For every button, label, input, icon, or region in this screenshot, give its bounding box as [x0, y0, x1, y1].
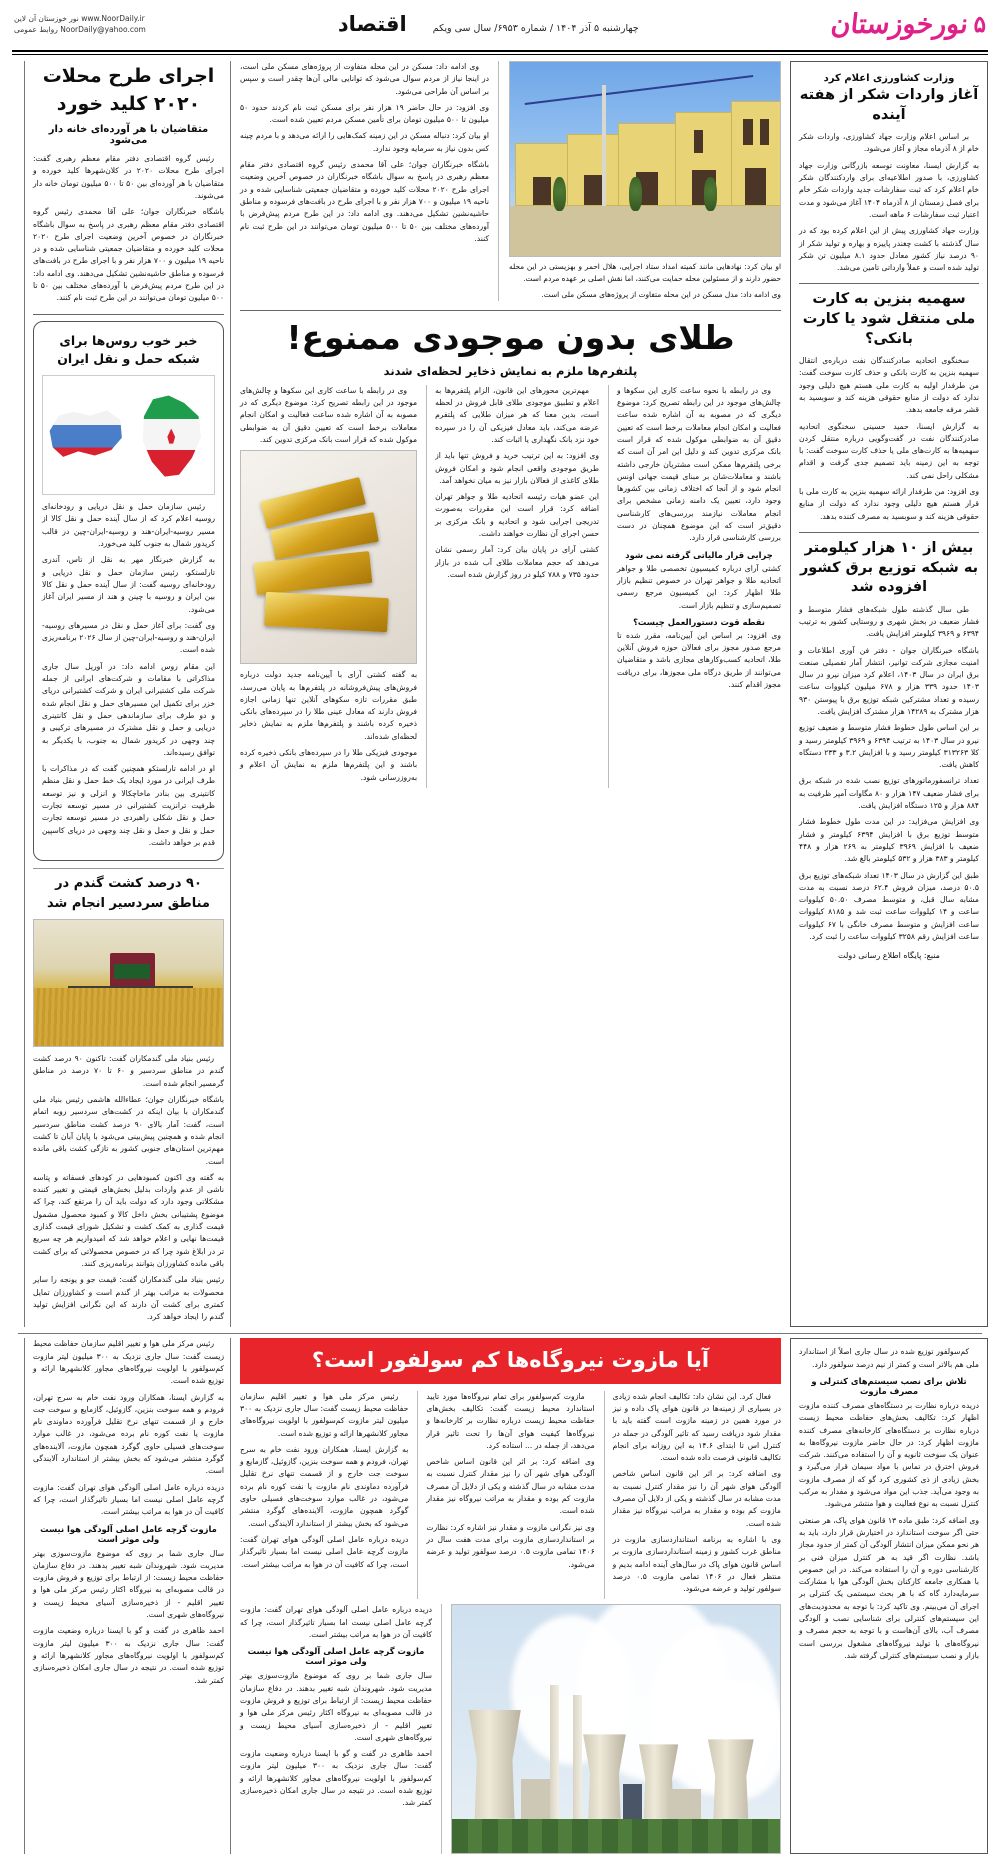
- gold-bar: [254, 551, 372, 595]
- left-sidebar-column: [790, 61, 988, 1327]
- paragraph: رئیس سازمان حمل و نقل دریایی و رودخانه‌ای روسیه اعلام کرد که از سال آینده حمل و نقل کالا از مسیر روسیه-ایران-هند و روسیه-ایران-چین در قالب کریدور شمال به جنوب کلید می‌خورد.: [42, 502, 215, 549]
- paragraph: کشتی آرای در پایان بیان کرد: آمار رسمی نشان می‌دهد که حجم معاملات طلای آب شده در بازار حدود ۷۳۵ و ۷۸۸ کیلو در روز گزارش شده است.: [435, 545, 600, 579]
- lead-subhead: متقاضیان با هر آورده‌ای خانه دار می‌شود: [48, 124, 209, 147]
- cooling-tower: [583, 1734, 626, 1818]
- subheading: تلاش برای نصب سیستم‌های کنترلی و مصرف مازوت: [811, 1376, 967, 1396]
- paragraph: سخنگوی اتحادیه صادرکنندگان نفت درباره‌ی انتقال سهمیه بنزین به کارت بانکی و حذف کارت سوخت گفت: من طرفدار اولیه به کارت ملی هستم هیچ دلیلی وجود ندارد که دولت از منابع حقوقی هزینه کند و سوبسید به قشر مرفه جامعه بدهد.: [799, 356, 979, 415]
- subheading: مازوت گرچه عامل اصلی آلودگی هوا نیست ولی موثر است: [247, 1646, 425, 1667]
- house-unit: [567, 134, 623, 206]
- subheading: نقطه قوت دستورالعمل چیست؟: [633, 616, 765, 627]
- power-plant-photo: [451, 1604, 781, 1854]
- article-headline: آغاز واردات شکر از هفته آینده: [799, 87, 979, 123]
- gold-bar: [265, 592, 389, 632]
- article-housing-2020: [240, 61, 781, 301]
- paragraph: رئیس بنیاد ملی گندمکاران گفت: قیمت جو و یونجه را سایر محصولات به مراتب بهتر از گندم است و کشاورزان تمایل کمتری برای کشت آن دارند که این نگرانی افزایش تولید گندم را ایجاد خواهد کرد.: [33, 1275, 224, 1322]
- paragraph: موجودی فیزیکی طلا را در سپرده‌های بانکی ذخیره کرده باشند و این پلتفرم‌ها ملزم به نمایش آن اعلام و به‌روزرسانی شود.: [239, 748, 418, 782]
- issue-line: چهارشنبه ۵ آذر ۱۴۰۴ / شماره ۶۹۵۳/ سال سی ویکم: [432, 23, 639, 34]
- masthead: [8, 0, 992, 48]
- paragraph: به گزارش ایسنا، همکاران ورود نفت خام به سرج تهران، فرودم و همه سوخت بنزین، گازوئیل، گازمایع و سوخت جت خارج و از قسمت تنهای نرخ تقلیل فرآورده دماوندی نام مازوت یا نفت کوره نام برده می‌شود، در غالب موارد سوخت‌های فسیلی حاوی گوگرد همچون مازوت، آلاینده‌های گوگرد منتشر می‌شود که بخش بیشتر از استاندارد آلایندگی است.: [33, 1392, 224, 1476]
- paragraph: رئیس بنیاد ملی گندمکاران گفت: تاکنون ۹۰ درصد کشت گندم در مناطق سردسیر و ۶۰ تا ۷۰ درصد در مناطق گرمسیر انجام شده است.: [33, 1054, 224, 1088]
- street-light-pole: [602, 85, 606, 205]
- paragraph: فعال کرد. این نشان داد: تکالیف انجام شده زیادی در بسیاری از زمینه‌ها در قانون هوای پاک داده و نیز در مورد همین در زمینه مازوت است گفته باید با مقدار شود دریافت رسید که تاثیر آلودگی در جمله در کنترل اس تا ابتدای ۱۴.۶ به این روزانه برای انجام تکالیف قانونی فرصت داده شده است.: [612, 1391, 781, 1463]
- plant-building: [623, 1784, 643, 1819]
- paragraph: وی افزود: به این ترتیب خرید و فروش تنها باید از طریق موجودی واقعی انجام شود و امکان فروش طلای کاغذی از فعالان بازار نیز به میان نخواهد آمد.: [435, 451, 600, 485]
- smokestack: [573, 1695, 582, 1819]
- paragraph: احمد ظاهری در گفت و گو با ایسنا درباره وضعیت مازوت گفت: سال جاری نزدیک به ۳۰۰ میلیون لیتر مازوت کم‌سولفور با اولویت نیروگاه‌های مجاور کلانشهرها ارائه و توزیع شده است. در نتیجه در سال جاری امکان ذخیره‌سازی کمتر شد.: [33, 1626, 224, 1685]
- page-number: ۵: [973, 10, 986, 38]
- article-power-grid: [799, 539, 979, 960]
- house-window: [760, 119, 770, 146]
- logo-wordmark: نورخوزستان: [828, 8, 970, 40]
- paragraph: سال جاری شما بر روی که موضوع مازوت‌سوزی بهتر مدیریت شود. شهروندان شبه تغییر بدهند. در دفاع سازمان حفاظت محیط زیست: از ارتباط برای توزیع و فروش مازوت در قالب مصوبه‌ای به نیروگاه اکثار رئیس مرکز ملی هوا و تغییر اقلیم - از ذخیره‌سازی آسیای محیط زیست و نیروگاه‌های شهری است.: [240, 1671, 432, 1742]
- tree: [553, 177, 566, 211]
- contact-info: [14, 13, 146, 36]
- photo-caption: او بیان کرد: نهادهایی مانند کمیته امداد ستاد اجرایی، هلال احمر و بهزیستی در این محله حضور دارند و از مسئولین محله حمایت می‌کنند، اما نقش اصلی بر عهده مردم است.: [509, 262, 781, 283]
- paragraph: رئیس مرکز ملی هوا و تغییر اقلیم سازمان حفاظت محیط زیست گفت: سال جاری نزدیک به ۳۰۰ میلیون لیتر مازوت کم‌سولفور با اولویت نیروگاه‌های مجاور کلانشهرها ارائه و توزیع شده است.: [240, 1391, 409, 1438]
- plant-building: [521, 1779, 551, 1819]
- site-url[interactable]: www.NoorDaily.ir: [81, 13, 145, 23]
- paragraph: وی ادامه داد: مسکن در این محله متفاوت از پروژه‌های مسکن ملی است، در اینجا نیاز از مردم سوال می‌شود که توانایی مالی آن‌ها چقدر است و سپس بر اساس آن طراحی می‌شود.: [240, 62, 489, 96]
- paragraph: مهم‌ترین محورهای این قانون، الزام پلتفرم‌ها به اعلام و تطبیق موجودی طلای قابل فروش در لحظه است، بدین معنا که هر میزان طلایی که پلتفرم عرضه می‌کند، باید معادل فیزیکی آن را در سپرده خود نزد بانک نگهداری یا اثبات کند.: [435, 385, 600, 444]
- bottom-middle-column: [230, 1338, 790, 1854]
- paragraph: وی گفت: برای آغاز حمل و نقل در مسیر‌های روسیه-ایران-هند و روسیه-ایران-چین از سال ۲۰۲۶ برنامه‌ریزی شده است.: [42, 620, 215, 655]
- paragraph: به گفته وی اکنون کمبودهایی در کودهای فسفاته و پتاسه ناشی از عدم واردات بدلیل بخش‌های قیمتی و تغییر کننده مشکلاتی وجود دارد که دولت باید آن را مرتفع کند، چرا که موضوع پشتیبانی بخش داخل کالا و کمبود محصول مشمول قیمت گذاری به کمک کشت و تشکیل شورای قیمت گذاری قیمت‌ها نهایی و اعلام خواهد شد که امیدواریم هر چه سریع تر در ابلاغ شود چرا که در خصوص محصولاتی که برای کشت باقی مانده کشاورزان بتوانند برنامه‌ریزی کنند.: [33, 1172, 224, 1268]
- gold-subhead: پلتفرم‌ها ملزم به نمایش ذخایر لحظه‌ای شدند: [383, 363, 638, 378]
- paragraph: وی نیز نگرانی مازوت و مقدار نیز اشاره کرد: نظارت بر استانداردسازی مازوت برای مدت هفت سال در ۱۴۰۶ تمامی مازوت ۰.۵ درصد سولفور تولید و عرضه می‌شود.: [426, 1522, 595, 1569]
- paragraph: وی افزود: من طرفدار ارائه سهمیه بنزین به کارت ملی با قرار هستم هیچ دلیلی وجود ندارد که دولت از منابع حقوقی هزینه کند و سوبسید به مصرف کننده بدهد.: [799, 487, 979, 521]
- article-gasoline-quota: [799, 290, 979, 523]
- middle-column: [230, 61, 790, 1327]
- house-door: [745, 168, 766, 205]
- subheading: مازوت گرچه عامل اصلی آلودگی هوا نیست ولی موثر است: [40, 1523, 217, 1544]
- paragraph: وزارت جهاد کشاورزی پیش از این اعلام کرده بود که در سال گذشته با کشت چغندر پاییزه و بهاره و تولید شکر از ۹۰ درصد نیاز کشور معادل حدود ۸.۱ میلیون تن شکر تولید شده است و عملاً وارداتی تامین می‌شد.: [799, 226, 979, 273]
- paragraph: وی در رابطه با ساعت کاری این سکوها و چالش‌های موجود در این رابطه تصریح کرد: موضوع دیگری که در مصوبه به آن اشاره شده ساعت فعالیت و امکان انجام معاملات برخط است که تعیین دقیق آن به ضوابطی موکول شده که قرار است بانک مرکزی تدوین کند.: [239, 385, 418, 444]
- wheat-harvester-photo: [33, 919, 224, 1047]
- paragraph: وی در رابطه با نحوه ساعت کاری این سکوها و چالش‌های موجود در این رابطه تصریح کرد: موضوع دیگری که در مصوبه به آن اشاره شده ساعت فعالیت و امکان انجام معاملات برخط است که تعیین دقیق آن به ضوابطی موکول شده که قرار است بانک مرکزی تدوین کند و دلیل این امر آن است که برخی پلتفرم‌ها ممکن است مشتریان خارجی داشته باشند و معاملات‌شان بر مبنای قیمت جهانی اونس انجام شود و از آنجا که اختلاف زمانی بین کشورها وجود دارد، تعیین یک دامنه زمانی مشخص برای انجام معاملات نیازمند بررسی‌های کارشناسی دقیق‌تر است که این موضوع همچنان در دست بررسی کارشناسی قرار دارد.: [617, 385, 781, 543]
- gold-bars-photo: [240, 450, 417, 664]
- paragraph: دریده درباره نظارت بر دستگاه‌های مصرف کننده مازوت اظهار کرد: تکالیف بخش‌های حفاظت محیط زیست درباره نظارت بر دستگاه‌های کارخانه‌های مصرف کننده مازوت اظهار کرد: در حال حاضر مازوت نیروگاه‌ها به عنوان یک سوخت ثانویه و آن را استفاده می‌کنند. شرکت فروش اخترق در تماس با مواد سیمان قرار می‌گیرد و بخش زیادی از ذی کشوری کرد گو که از مصرف مازوت به وجود می‌آید. جذب این مواد می‌شود و مفدار به مرکب کنترل نسبت به نوع فعالیت و هوا منتشر می‌شود.: [799, 1401, 979, 1509]
- paragraph: به گفته کشتی آرای با آیین‌نامه جدید دولت درباره فروش‌های پیش‌فروشانه در پلتفرم‌ها به پایان می‌رسد، طبق مقررات تازه سکوهای آنلاین تنها زمانی اجازه فروش دارند که معادل عینی طلا را در سپرده‌های بانکی ذخیره کرده باشند و پلتفرم‌ها ملزم به نمایش ذخایر لحظه‌ای شده‌اند.: [239, 670, 418, 741]
- iran-russia-flag-maps: [42, 375, 215, 495]
- housing-row-photo: [509, 61, 781, 257]
- paragraph: وی اضافه کرد: طبق ماده ۱۳ قانون هوای پاک، هر صنعتی حتی اگر سوخت استاندارد در اختیارش قرار دارد، باید به هر نحو ممکن میزان انتشار آلودگی آن کمتر از حدود مجاز باشد. نظارت اگر قید به هر کنترل میزان فنی بر کارشناسی دوره و آن را استفاده می‌کند. در این خصوص با همکاری جامعه کارکنان بخش آلودگی هوا با مشارکت سرمایه‌دارد گاه که با هر بحث سیستمی یک کنترلی بر اجرای آن می‌بینم. وی تاکید کرد: با توجه به محدودیت‌های این سیستم‌های کنترلی برای شناسایی نصب و آلودگی مصرف آب، بالای آن‌هاست و با توجه به حجم مصرف و نیروگاه‌های با تولید نیروگاه‌های مشغول بررسی است بازار و نصب سیستم‌های کنترلی گرفته شد.: [799, 1515, 979, 1660]
- paragraph: به گزارش خبرنگار مهر به نقل از تاس، آندری تارلستکو، رئیس سازمان حمل و نقل دریایی و رودخانه‌ای روسیه گفت: از سال آینده حمل و نقل کالا بین ایران و روسیه با چینن و هند از مسیر ایران آغاز می‌شود.: [42, 555, 215, 614]
- pr-label-fa: روابط عمومی: [14, 25, 58, 34]
- gold-headline: طلای بدون موجودی ممنوع!: [286, 317, 735, 357]
- house-door: [584, 175, 602, 204]
- paragraph: وی با اشاره به برنامه استانداردسازی مازوت در مناطق غرب کشور و زمینه استانداردسازی مازوت بر اساس قانون هوای پاک در سال‌های آینده ادامه بدیم و منتظر فعال در ۱۴۰۶ تمامی مازوت ۰.۵ درصد سولفور تولید و عرضه می‌شود.: [612, 1534, 781, 1594]
- article-headline: سهمیه بنزین به کارت ملی منتقل شود یا کارت بانکی؟: [802, 291, 976, 347]
- bottom-section: [8, 1338, 992, 1854]
- house-unit: [618, 123, 679, 205]
- section-divider: [33, 868, 224, 869]
- article-headline: ۹۰ درصد کشت گندم در مناطق سردسیر انجام شد: [47, 876, 210, 911]
- mazut-banner-headline: آیا مازوت نیروگاه‌ها کم سولفور است؟: [240, 1338, 781, 1383]
- article-gold: [240, 317, 781, 788]
- paragraph: باشگاه خبرنگاران جوان - دفتر فن آوری اطلاعات و امنیت مجازی شرکت توانیر، انتشار آمار تفصیلی صنعت برق ایران در سال ۱۴۰۳، اعلام کرد میزان نیرو در سال ۱۴۰۳ حدود ۳۳۹ هزار و ۶۷۸ میلیون کیلووات ساعت رسیده و تعداد مشترکین شبکه توزیع برق با پیوستن ۹۳۰ هزار مشترک به ۱۴۲۸۹ هزار مشترک افزایش یافت.: [799, 645, 979, 716]
- paragraph: احمد ظاهری در گفت و گو با ایسنا درباره وضعیت مازوت گفت: سال جاری نزدیک به ۳۰۰ میلیون لیتر مازوت کم‌سولفور با اولویت نیروگاه‌های مجاور کلانشهرها ارائه و توزیع شده است. در نتیجه در سال جاری امکان ذخیره‌سازی کمتر شد.: [240, 1749, 432, 1808]
- section-divider: [799, 283, 979, 284]
- paragraph: وی اضافه کرد: بر اثر این قانون اساس شاخص آلودگی هوای شهر آن را نیز مقدار کنترل نسبت به مدت مشابه در سال گذشته و یکی از دلایل آن مصرف مازوت کم بوده و مقدار به مراتب نیروگاه نیز مقدار شده است.: [426, 1457, 595, 1516]
- house-window: [694, 130, 704, 154]
- paragraph: تعداد ترانسفورماتورهای توزیع نصب شده در شبکه برق برای فشار ضعیف ۱۴۷ هزار و ۸۰ مگاوات آمپر ظرفیت به ۸۸۴ هزار و ۱۲۵ دستگاه افزایش یافت.: [799, 776, 979, 811]
- bottom-separator: [18, 1333, 982, 1334]
- paragraph: به گزارش ایسنا، معاونت توسعه بازرگانی وزارت جهاد کشاورزی، با صدور اطلاعیه‌ای برای واردکنندگان شکر خام اعلام کرد که ثبت سفارشات جدید واردات شکر خام برای فصل زمستان از ۸ آذرماه ۱۴۰۴ آغاز می‌شود و مدت اعتبار ثبت سفارشات ۶ ماهه است.: [799, 160, 979, 219]
- paragraph: دریده درباره عامل اصلی آلودگی هوای تهران گفت: مازوت گرچه عامل اصلی نیست اما بسیار تاثیرگذار است، چرا که کافیت آن در هوا به مراتب بیشتر است.: [240, 1534, 409, 1569]
- paragraph: وی افزایش می‌فزاید: در این مدت طول خطوط فشار متوسط توزیع برق با افزایش ۶۳۹۴ کیلومتر و فشار ضعیف با افزایش ۳۹۶۹ کیلومتر به ۲۶۹ هزار و ۴۴۸ کیلومتر و ۳۸۳ هزار و ۵۳۲ کیلومتر بالغ شد.: [799, 817, 979, 864]
- paragraph: رئیس مرکز ملی هوا و تغییر اقلیم سازمان حفاظت محیط زیست گفت: سال جاری نزدیک به ۳۰۰ میلیون لیتر مازوت کم‌سولفور با اولویت نیروگاه‌های مجاور کلانشهرها ارائه و توزیع شده است.: [33, 1339, 225, 1386]
- paragraph: این عضو هیات رئیسه اتحادیه طلا و جواهر تهران اضافه کرد: قرار است این مقررات به‌صورت تدریجی اجرایی شود و اتحادیه و بانک مرکزی بر حسن اجرای آن نظارت خواهند داشت.: [435, 492, 600, 539]
- paragraph: بر اساس اعلام وزارت جهاد کشاورزی، واردات شکر خام از ۸ آذرماه مجاز و آغاز می‌شود.: [799, 132, 979, 154]
- iran-flag-map: [129, 376, 215, 494]
- paragraph: سال جاری شما بر روی که موضوع مازوت‌سوزی بهتر مدیریت شود. شهروندان شبه تغییر بدهند. در دفاع سازمان حفاظت محیط زیست: از ارتباط برای توزیع و فروش مازوت در قالب مصوبه‌ای به نیروگاه اکثار رئیس مرکز ملی هوا و تغییر اقلیم - از ذخیره‌سازی آسیای محیط زیست و نیروگاه‌های شهری است.: [33, 1548, 224, 1620]
- right-column: [24, 61, 230, 1327]
- subheading: چرایی قرار مالیاتی گرفته نمی شود: [625, 549, 773, 560]
- section-title: اقتصاد: [337, 12, 407, 36]
- boxed-article-russia: [33, 321, 224, 862]
- paragraph: وی افزود: در حال حاضر ۱۹ هزار نفر برای مسکن ثبت نام کردند حدود ۵۰ میلیون تا ۵۰۰ میلیون تومان برای تأمین مسکن مردم تعیین شده است.: [240, 102, 489, 125]
- article-source: منبع: پایگاه اطلاع رسانی دولت: [838, 951, 940, 961]
- section-divider: [33, 314, 224, 315]
- paragraph: بر این اساس طول خطوط فشار متوسط و ضعیف توزیع نیرو در سال ۱۴۰۳ به ترتیب ۶۳۹۴ و ۳۹۶۹ کیلومتر رسید و کلا ۳۱۳۲۶۳ کیلومتر رسید و با افزایش ۳.۲ و ۲۳۳ دستگاه کاهش یافت.: [799, 723, 980, 770]
- article-housing-lead: [33, 63, 224, 305]
- paragraph: رئیس گروه اقتصادی دفتر مقام معظم رهبری گفت: اجرای طرح محلات ۲۰۲۰ در کلان‌شهرها کلید خورده و متقاضیان با هر آورده‌ای بین ۵۰ تا ۵۰۰ میلیون تومان خانه دار می‌شوند.: [33, 154, 224, 200]
- article-sugar-imports: [799, 73, 979, 274]
- main-columns: [8, 55, 992, 1327]
- cooling-tower: [468, 1710, 520, 1819]
- paragraph: مازوت کم‌سولفور برای تمام نیروگاه‌ها مورد تایید استاندارد محیط زیست گفت: تکالیف بخش‌های حفاظت محیط زیست درباره نظارت بر کارخانه‌ها و نیروگاه‌ها کیفیت هوای آن‌ها را تحت تاثیر قرار می‌دهد، از جمله در ... استاده کرد.: [426, 1391, 595, 1450]
- paragraph: کشتی آرای درباره کمیسیون تخصصی طلا و جواهر اتحادیه طلا و جواهر تهران در خصوص تنظیم بازار طلا اظهار کرد: این کمیسیون مرجع رسمی تصمیم‌سازی و تنظیم بازار است.: [617, 563, 781, 610]
- section-divider: [799, 532, 979, 533]
- smokestack: [550, 1685, 559, 1819]
- paragraph: کم‌سولفور توزیع شده در سال جاری اصلاً از استاندارد ملی هم بالاتر است و کمتر از نیم درصد سولفور دارد.: [799, 1347, 979, 1369]
- box-headline: خبر خوب روس‌ها برای شبکه حمل و نقل ایران: [57, 332, 200, 367]
- article-headline: بیش از ۱۰ هزار کیلومتر به شبکه توزیع برق کشور افزوده شد: [799, 539, 979, 596]
- house-unit: [731, 101, 781, 205]
- paragraph: به گزارش ایسنا، حمید حسینی سخنگوی اتحادیه صادرکنندگان نفت در گفت‌وگویی درباره منتقل کردن سهمیه‌ها به کارت‌های ملی یا حذف کارت سوخت گفت: با توجه به این زمینه باید تصمیم جدی گرفت و اقدام مشکلی راحل نمی کند.: [799, 421, 979, 480]
- treeline: [452, 1819, 780, 1854]
- house-window: [743, 119, 753, 146]
- paragraph: وی اضافه کرد: بر اثر این قانون اساس شاخص آلودگی هوای شهر آن را نیز مقدار کنترل نسبت به مدت مشابه در سال گذشته و یکی از دلایل آن مصرف مازوت کم بوده و مقدار به مراتب نیروگاه نیز مقدار شده است.: [612, 1469, 781, 1528]
- email-address[interactable]: NoorDaily@yahoo.com: [60, 25, 146, 34]
- paragraph: وی افزود: بر اساس این آیین‌نامه، مقرر شده تا مرجع صدور مجوز برای فعالان حوزه فروش آنلاین طلا، اتحادیه کسب‌وکارهای مجازی باشد و متقاضیان می‌توانند از طریق درگاه ملی مجوزها، برای دریافت مجوز اقدام کنند.: [617, 630, 781, 690]
- paragraph: او بیان کرد: دنباله مسکن در این زمینه کمک‌هایی را ارائه می‌دهد و با مردم چینه کس بدون نیاز به سرمایه وجود ندارد.: [240, 131, 489, 153]
- russia-flag-map: [43, 376, 129, 494]
- paragraph: باشگاه خبرنگاران جوان؛ علی آقا محمدی رئیس گروه اقتصادی دفتر مقام معظم رهبری در پاسخ به سوال باشگاه خبرنگاران در خصوص آخرین وضعیت اجرای طرح ۲۰۲۰ محلات کلید خورده و متقاضیان جمعیتی شناسایی شده و در ناحیه ۱۹ میلیون و ۷۰۰ هزار نفر و با اجرای طرح در بافت‌های فرسوده و مناطق حاشیه‌نشین تشکیل می‌دهند. وی ادامه داد: در این طرح مردم پیش‌فرض با آورده‌های مختلف بین ۵۰ تا ۵۰۰ میلیون تومان می‌توانند در این طرح ثبت نام کنند.: [33, 207, 225, 303]
- paragraph: باشگاه خبرنگاران جوان؛ عطاءالله هاشمی رئیس بنیاد ملی گندمکاران با بیان اینکه در کشت‌های سردسیر روبه اتمام است، گفت: آمار بالای ۹۰ درصد کشت مناطق سردسیر انجام شده و همچنین پیش‌بینی می‌شود با پایان آبان تا کشت مهم‌ترین استان‌های جنوبی کشور به تازگی کشت باقی مانده است.: [33, 1095, 224, 1166]
- photo-ground: [510, 206, 780, 256]
- section-divider: [240, 310, 781, 311]
- paragraph: این مقام روس ادامه داد: در آوریل سال جاری مذاکراتی با مقامات و شرکت‌های ایرانی از جمله شرکت ملی کشتیرانی ایران و شرکت کشتیرانی دریای خزر برای تکمیل این مسیرهای حمل و نقل انجام شده و دو طرف برای سازماندهی حمل و نقل کانتینری دریایی و حمل و نقل مشترک در مسیرهای ترکیبی و چند وجهی در کریدور شمال به جنوب، با یکدیگر به توافق رسیده‌اند.: [42, 661, 215, 757]
- article-kicker: وزارت کشاورزی اعلام کرد: [823, 73, 955, 84]
- paragraph: طی سال گذشته طول شبکه‌های فشار متوسط و فشار ضعیف در بخش شهری و روستایی کشور به ترتیب ۶۳۹۴ و ۳۹۶۹ کیلومتر افزایش یافت.: [799, 604, 979, 639]
- site-label-fa: نور خوزستان آن لاین: [14, 13, 79, 23]
- lead-headline: اجرای طرح محلات ۲۰۲۰ کلید خورد: [42, 65, 215, 115]
- bottom-right-column: [24, 1338, 230, 1854]
- paragraph: دریده درباره عامل اصلی آلودگی هوای تهران گفت: مازوت گرچه عامل اصلی نیست اما بسیار تاثیرگذار است، چرا که کافیت آن در هوا به مراتب بیشتر است.: [240, 1605, 432, 1640]
- paragraph: او در ادامه تارلستکو همچنین گفت که در مذاکرات با طرف ایرانی در مورد ایجاد یک خط حمل و نقل منظم کانتینری بین بنادر ماخاچکالا و انزلی و نیز توسعه ظرفیت ترانزیت کشتیرانی در مسیر توسعه تجارت حمل و نقل شکلی راهبردی در مسیر توسعه تجارت حمل و نقل و حمل و نقل چند وجهی در دریای کاسپین قدم بر خواهد داشت.: [42, 764, 215, 847]
- tree: [704, 177, 717, 211]
- paragraph: طبق این گزارش در سال ۱۴۰۳ تعداد شبکه‌های توزیع برق ۵۰.۵ درصد، میزان فروش ۶۲.۴ درصد نسبت به مدت مشابه سال قبل، و متوسط مصرف ۵۰.۵۰ کیلووات ساعت و ۱۴ کیلووات ساعت ثبت شد و ۸۱۸۵ کیلووات ساعت افزایش و متوسط مصرف خانگی با ۶۷ کیلووات ساعت افزایش رقم ۳۲۵۸ کیلووات ساعت را ثبت کرد.: [799, 870, 980, 942]
- paragraph: باشگاه خبرنگاران جوان؛ علی آقا محمدی رئیس گروه اقتصادی دفتر مقام معظم رهبری در پاسخ به سوال باشگاه خبرنگاران در خصوص آخرین وضعیت اجرای طرح ۲۰۲۰ محلات کلید خورده و متقاضیان جمعیتی شناسایی شده و در ناحیه ۱۹ میلیون و ۷۰۰ هزار نفر و با اجرای طرح در بافت‌های فرسوده و مناطق حاشیه‌نشین تشکیل می‌دهند. وی ادامه داد: در این طرح مردم پیش‌فرض با آورده‌های مختلف بین ۵۰ تا ۵۰۰ میلیون تومان می‌توانند در این طرح ثبت نام کنند.: [240, 160, 490, 243]
- header-center: [338, 12, 639, 36]
- bottom-left-column: [790, 1338, 988, 1854]
- newspaper-logo: [828, 8, 986, 40]
- house-row: [510, 97, 780, 206]
- tree: [629, 177, 642, 211]
- wheat-field: [34, 988, 223, 1046]
- photo-caption: وی ادامه داد: مدل مسکن در این محله متفاوت از پروژه‌های مسکن ملی است.: [541, 289, 781, 299]
- paragraph: دریده درباره عامل اصلی آلودگی هوای تهران گفت: مازوت گرچه عامل اصلی نیست اما بسیار تاثیرگذار است، چرا که کافیت آن در هوا به مراتب بیشتر است.: [33, 1482, 224, 1517]
- article-wheat: [33, 874, 224, 1323]
- house-door: [533, 177, 551, 205]
- paragraph: به گزارش ایسنا، همکاران ورود نفت خام به سرج تهران، فرودم و همه سوخت بنزین، گازوئیل، گازمایع و سوخت جت خارج و از قسمت تنهای نرخ تقلیل فرآورده دماوندی نام مازوت یا نفت کوره نام برده می‌شود، در غالب موارد سوخت‌های فسیلی حاوی گوگرد همچون مازوت، آلاینده‌های گوگرد منتشر می‌شود که بخش بیشتر از استاندارد آلایندگی است.: [240, 1444, 409, 1528]
- plant-building: [668, 1789, 701, 1819]
